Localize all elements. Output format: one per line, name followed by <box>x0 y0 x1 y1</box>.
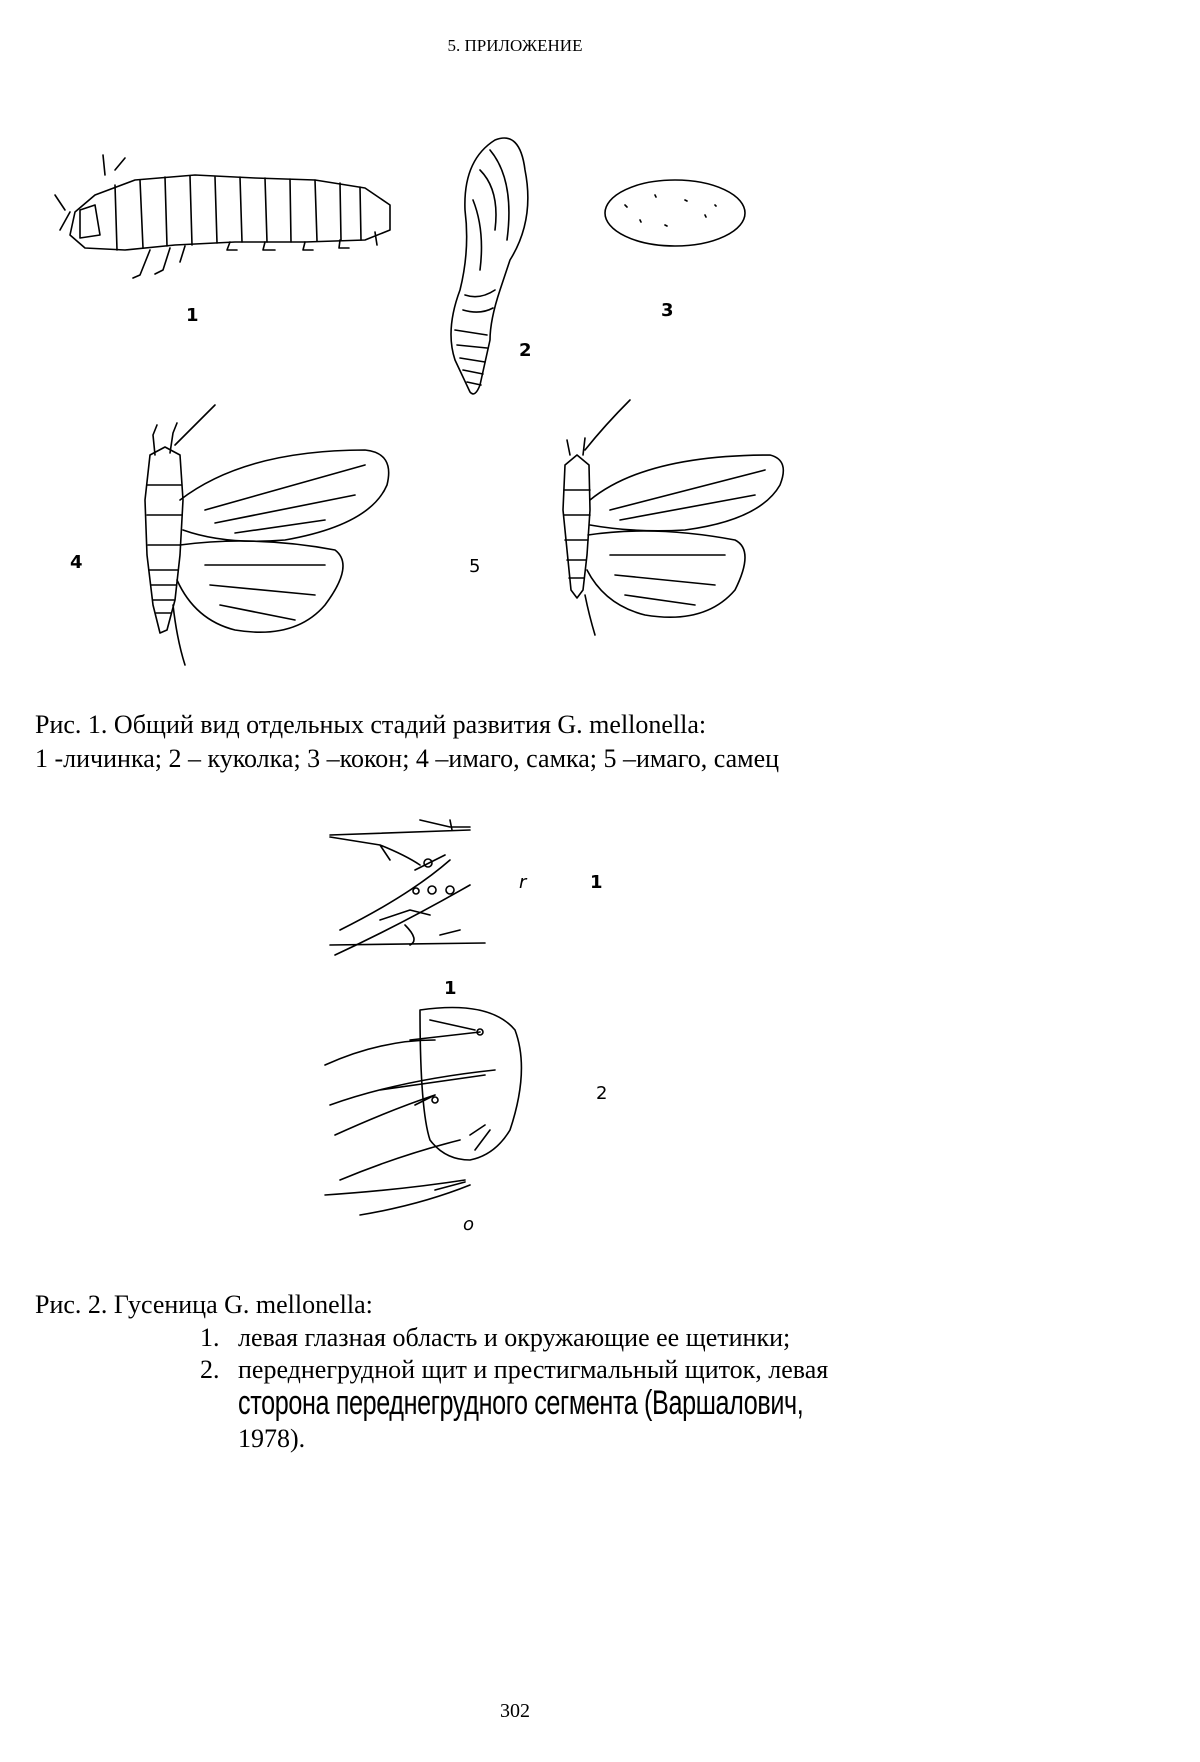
prothoracic-shield-drawing <box>320 1000 540 1220</box>
fig2-label-o: o <box>463 1214 475 1235</box>
male-moth-drawing <box>545 400 795 635</box>
fig1-label-pupa: 2 <box>519 340 532 361</box>
larva-drawing <box>55 150 435 300</box>
page-number: 302 <box>500 1700 530 1722</box>
pupa-drawing <box>425 130 555 405</box>
running-header: 5. ПРИЛОЖЕНИЕ <box>447 36 583 55</box>
female-moth-drawing <box>125 405 405 670</box>
cocoon-drawing <box>595 175 760 255</box>
fig2-label-1-right: 1 <box>590 872 603 893</box>
fig1-label-larva: 1 <box>186 305 199 326</box>
fig1-label-cocoon: 3 <box>661 300 674 321</box>
list-item-number: 1. <box>200 1323 220 1352</box>
list-item-text: переднегрудной щит и престигмальный щиток, левая <box>238 1355 829 1384</box>
list-item-number: 2. <box>200 1355 220 1384</box>
ocular-region-drawing <box>320 815 520 965</box>
fig1-caption-legend: 1 -личинка; 2 – куколка; 3 –кокон; 4 –имаго, самка; 5 –имаго, самец <box>35 744 780 773</box>
fig2-label-r: r <box>519 872 527 893</box>
fig1-label-female: 4 <box>70 552 83 573</box>
fig2-caption-title: Рис. 2. Гусеница G. mellonella: <box>35 1290 373 1319</box>
list-item-continuation: сторона переднегрудного сегмента (Варшалович, <box>238 1384 804 1422</box>
fig1-label-male: 5 <box>469 556 481 577</box>
fig1-caption-title: Рис. 1. Общий вид отдельных стадий развития G. mellonella: <box>35 710 707 739</box>
list-item-citation-year: 1978). <box>238 1424 306 1453</box>
list-item-text: левая глазная область и окружающие ее щетинки; <box>238 1323 791 1352</box>
fig2-label-1-below: 1 <box>444 978 457 999</box>
fig2-label-2: 2 <box>596 1083 608 1104</box>
